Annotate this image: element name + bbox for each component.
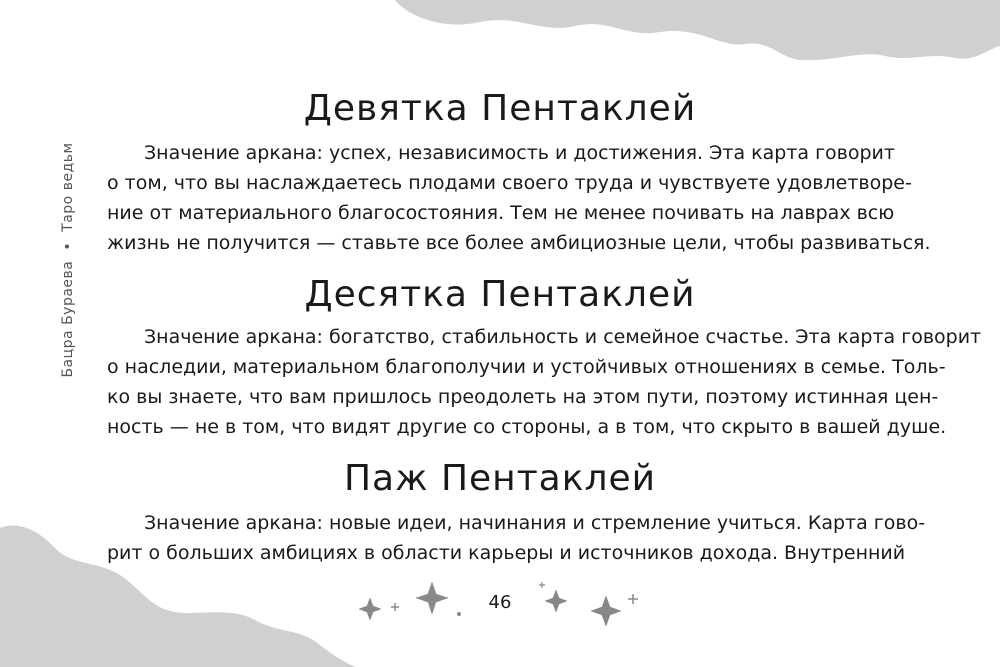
star-icon	[359, 598, 381, 620]
text-line: Значение аркана: успех, независимость и достижения. Эта карта говорит	[144, 142, 895, 164]
dot-sparkle-icon	[457, 612, 461, 616]
plus-sparkle-icon	[539, 582, 545, 588]
plus-sparkle-icon	[628, 594, 638, 604]
text-line: Значение аркана: новые идеи, начинания и стремление учиться. Карта гово-	[144, 512, 926, 534]
star-icon	[416, 582, 448, 614]
section-title-page-pentacles: Паж Пентаклей	[343, 458, 657, 499]
section-body-page-pentacles	[107, 508, 926, 568]
star-icon	[545, 590, 567, 612]
star-icon	[591, 596, 621, 626]
header-separator: •	[60, 241, 76, 251]
author-name: Бацра Бураева	[60, 260, 76, 378]
section-title-ten-pentacles: Десятка Пентаклей	[304, 274, 696, 315]
section-body-nine-pentacles	[107, 138, 931, 258]
text-line: о наследии, материальном благополучии и устойчивых отношениях в семье. Толь-	[107, 356, 946, 378]
plus-sparkle-icon	[391, 603, 399, 611]
section-body-ten-pentacles	[107, 322, 982, 442]
running-header	[60, 142, 76, 377]
text-line: рит о больших амбициях в области карьеры и источников дохода. Внутренний	[107, 542, 906, 564]
section-title-nine-pentacles: Девятка Пентаклей	[303, 88, 697, 129]
text-line: ко вы знаете, что вам пришлось преодолеть на этом пути, поэтому истинная цен-	[107, 386, 939, 408]
text-line: ние от материального благосостояния. Тем не менее почивать на лаврах всю	[107, 202, 895, 224]
text-line: Значение аркана: богатство, стабильность и семейное счастье. Эта карта говорит	[144, 326, 982, 348]
text-line: о том, что вы наслаждаетесь плодами своего труда и чувствуете удовлетворе-	[107, 172, 912, 194]
book-title: Таро ведьм	[60, 142, 76, 232]
text-line: жизнь не получится — ставьте все более амбициозные цели, чтобы развиваться.	[107, 232, 931, 254]
page-number: 46	[488, 592, 512, 613]
text-line: ность — не в том, что видят другие со стороны, а в том, что скрыто в вашей душе.	[107, 416, 947, 438]
